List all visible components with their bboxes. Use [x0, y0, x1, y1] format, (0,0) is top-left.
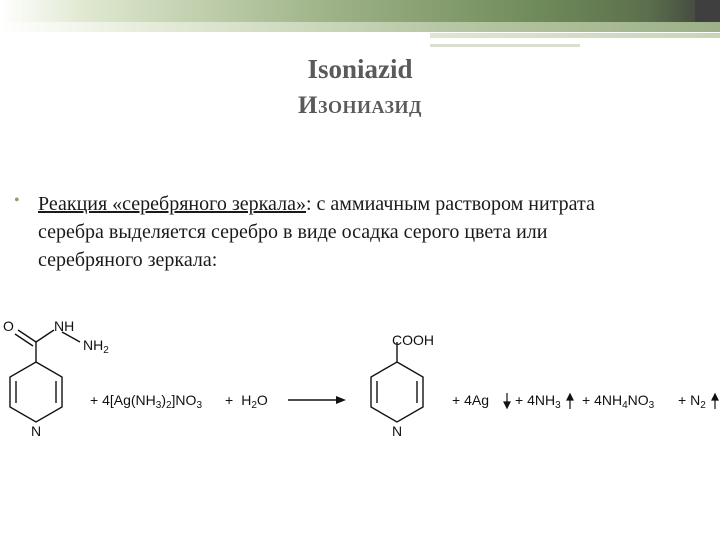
product-nitrogen-gas: + $N_2$	[678, 392, 706, 411]
header-decor-dark-block	[695, 0, 720, 22]
gas-arrow-n2-head-icon	[712, 394, 718, 400]
gas-arrow-nh3-head-icon	[567, 394, 573, 400]
reactant-co-bond	[18, 330, 36, 342]
header-decor-line-short	[430, 44, 580, 47]
bullet-marker-icon: •	[14, 192, 20, 209]
product-silver: + 4Ag	[452, 392, 489, 408]
bullet-line3: серебряного зеркала:	[38, 249, 218, 271]
reagent-formula: + $4[Ag(NH_3)_2]NO_3$	[90, 392, 202, 411]
reactant-nh-label: NH	[54, 318, 75, 334]
product-pyridine-ring	[371, 362, 423, 422]
reactant-pyridine-ring	[10, 362, 62, 422]
bullet-line1-rest: : с аммиачным раствором нитрата	[305, 193, 595, 215]
product-ammonia: + $4NH_3$	[515, 392, 561, 411]
header-decor-band	[0, 22, 720, 32]
bullet-line2: серебра выделяется серебро в виде осадка серого цвета или	[38, 221, 548, 243]
header-decor-line	[430, 33, 720, 38]
reactant-cn-bond	[36, 330, 54, 342]
reactant-nitrogen-label: N	[31, 423, 42, 439]
reaction-scheme-svg	[0, 305, 720, 465]
reactant-oxygen-label: O	[3, 318, 14, 334]
bullet-lead-underlined: Реакция «серебряного зеркала»	[38, 193, 306, 215]
product-cooh-label: COOH	[392, 332, 434, 348]
precipitate-arrow-head-icon	[504, 402, 510, 408]
reaction-arrow-head-icon	[336, 396, 346, 404]
water-formula: + $H_2O$	[225, 392, 268, 411]
reaction-scheme	[0, 305, 720, 465]
product-nitrogen-label: N	[392, 423, 403, 439]
reactant-nh2-label: $NH_2$	[83, 337, 109, 356]
product-ammonium-nitrate: + $4NH_4NO_3$	[582, 392, 655, 411]
header-decor-bar	[0, 0, 720, 22]
bullet-text	[38, 190, 714, 274]
slide-title-russian: Изониазид	[298, 92, 422, 119]
bullet-item	[14, 190, 714, 274]
reactant-co-double-bond	[15, 334, 33, 346]
slide-title-english: Isoniazid	[307, 54, 413, 84]
